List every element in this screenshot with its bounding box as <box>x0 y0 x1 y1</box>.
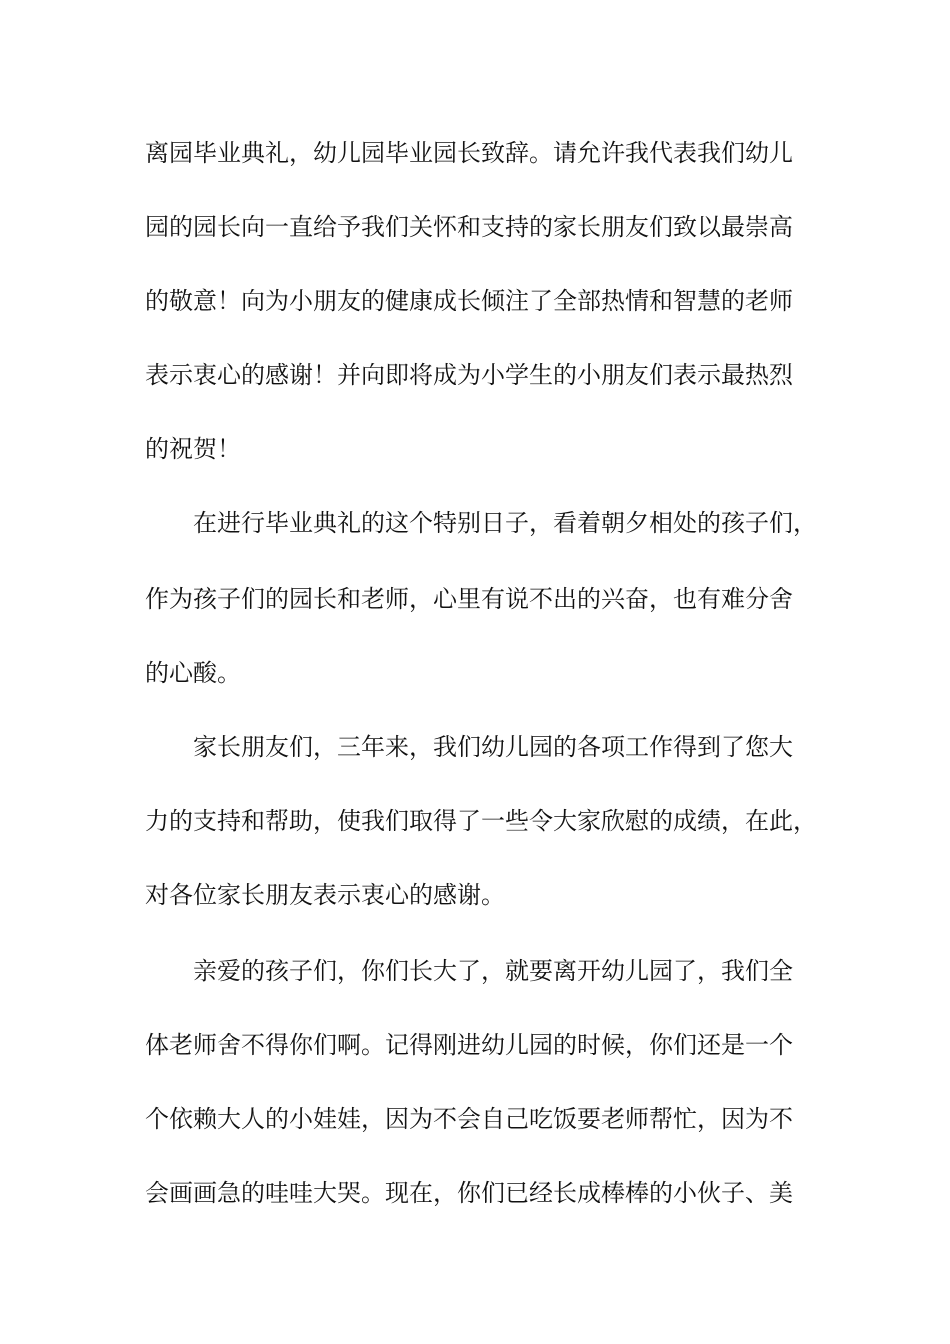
text-line: 体老师舍不得你们啊。记得刚进幼儿园的时候，你们还是一个 <box>145 1031 793 1059</box>
text-line: 的心酸。 <box>145 659 241 687</box>
text-line: 园的园长向一直给予我们关怀和支持的家长朋友们致以最崇高 <box>145 213 793 241</box>
text-line: 离园毕业典礼，幼儿园毕业园长致辞。请允许我代表我们幼儿 <box>145 139 793 167</box>
text-line: 表示衷心的感谢！并向即将成为小学生的小朋友们表示最热烈 <box>145 361 793 389</box>
text-line: 的祝贺！ <box>145 435 241 463</box>
text-line: 力的支持和帮助，使我们取得了一些令大家欣慰的成绩，在此， <box>145 807 817 835</box>
text-line: 对各位家长朋友表示衷心的感谢。 <box>145 881 505 909</box>
text-line: 作为孩子们的园长和老师，心里有说不出的兴奋，也有难分舍 <box>145 585 793 613</box>
text-line: 会画画急的哇哇大哭。现在，你们已经长成棒棒的小伙子、美 <box>145 1179 793 1207</box>
paragraph-first-line: 亲爱的孩子们，你们长大了，就要离开幼儿园了，我们全 <box>193 957 793 985</box>
paragraph-first-line: 家长朋友们，三年来，我们幼儿园的各项工作得到了您大 <box>193 733 793 761</box>
paragraph-first-line: 在进行毕业典礼的这个特别日子，看着朝夕相处的孩子们， <box>193 509 817 537</box>
text-line: 的敬意！向为小朋友的健康成长倾注了全部热情和智慧的老师 <box>145 287 793 315</box>
text-line: 个依赖大人的小娃娃，因为不会自己吃饭要老师帮忙，因为不 <box>145 1105 793 1133</box>
